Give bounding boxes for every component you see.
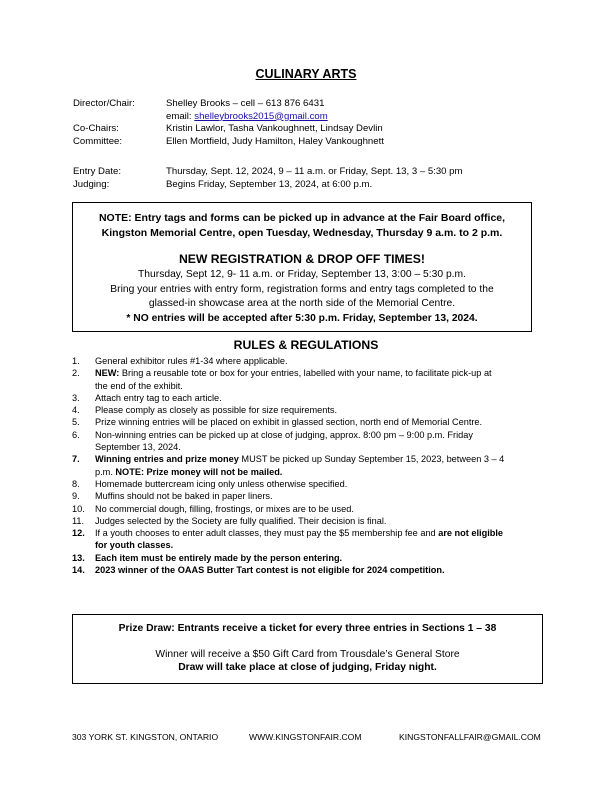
contacts-block (73, 98, 384, 148)
notice-body-line: glassed-in showcase area at the north side of the Memorial Centre. (148, 298, 456, 309)
prize-draw-box (72, 614, 543, 684)
director-label: Director/Chair: (73, 98, 135, 109)
page-title: CULINARY ARTS (255, 67, 357, 81)
prize-draw-time: Draw will take place at close of judging, Friday night. (178, 662, 437, 673)
footer-address: 303 YORK ST. KINGSTON, ONTARIO (72, 732, 219, 742)
pickup-note (73, 211, 531, 240)
rule-item: 9. Muffins should not be baked in paper liners. (72, 491, 273, 502)
email-prefix: email: (166, 110, 195, 122)
notice-heading: NEW REGISTRATION & DROP OFF TIMES! (178, 252, 425, 266)
judging-value: Begins Friday, September 13, 2024, at 6:00 p.m. (166, 178, 373, 190)
rules-heading: RULES & REGULATIONS (233, 338, 379, 352)
director-email-link[interactable]: shelleybrooks2015@gmail.com (194, 110, 328, 122)
cochairs-value: Kristin Lawlor, Tasha Vankoughnett, Lindsay Devlin (166, 123, 383, 135)
footer-email[interactable]: KINGSTONFALLFAIR@GMAIL.COM (399, 732, 541, 742)
committee-value: Ellen Mortfield, Judy Hamilton, Haley Vankoughnett (166, 135, 384, 147)
pickup-note-line: Kingston Memorial Centre, open Tuesday, Wednesday, Thursday 9 a.m. to 2 p.m. (101, 226, 503, 239)
rule-item: 12. If a youth chooses to enter adult classes, they must pay the $5 membership fee and are not eligible for youth classes. (72, 528, 504, 551)
rule-item: 8. Homemade buttercream icing only unless otherwise specified. (72, 478, 348, 489)
rule-item: 5. Prize winning entries will be placed on exhibit in glassed section, north end of Memorial Centre. (72, 417, 483, 428)
rule-item: 13. Each item must be entirely made by the person entering. (72, 552, 343, 563)
notice-body (73, 268, 531, 312)
pickup-note-line: NOTE: Entry tags and forms can be picked up in advance at the Fair Board office, (98, 212, 506, 224)
director-value: Shelley Brooks – cell – 613 876 6431 (166, 98, 325, 109)
dates-block (73, 166, 463, 191)
judging-label: Judging: (73, 178, 110, 190)
cochairs-label: Co-Chairs: (73, 123, 119, 135)
prize-draw-headline: Prize Draw: Entrants receive a ticket for every three entries in Sections 1 – 38 (118, 623, 497, 634)
rule-item: 11. Judges selected by the Society are fully qualified. Their decision is final. (72, 515, 387, 526)
committee-label: Committee: (73, 135, 123, 147)
rule-item: 3. Attach entry tag to each article. (72, 392, 222, 403)
email-line (166, 111, 328, 124)
rules-list (72, 355, 540, 576)
rule-item: 4. Please comply as closely as possible for size requirements. (72, 405, 338, 416)
entry-date-label: Entry Date: (73, 166, 121, 177)
rule-item: 10. No commercial dough, filling, frostings, or mixes are to be used. (72, 503, 354, 514)
rule-item: 2. NEW: Bring a reusable tote or box for your entries, labelled with your name, to facilitate pick-up at the end of the exhibit. (72, 368, 492, 391)
entry-date-value: Thursday, Sept. 12, 2024, 9 – 11 a.m. or Friday, Sept. 13, 3 – 5:30 pm (166, 166, 463, 177)
notice-body-line: Bring your entries with entry form, registration forms and entry tags completed to the (110, 283, 494, 295)
rule-item: 14. 2023 winner of the OAAS Butter Tart contest is not eligible for 2024 competition. (72, 565, 445, 576)
rule-item: 1. General exhibitor rules #1-34 where applicable. (72, 356, 288, 366)
prize-draw-gift: Winner will receive a $50 Gift Card from Trousdale’s General Store (155, 649, 460, 660)
notice-body-line: Thursday, Sept 12, 9- 11 a.m. or Friday, September 13, 3:00 – 5:30 p.m. (138, 269, 466, 280)
registration-notice-box (72, 202, 532, 332)
rule-item: 6. Non-winning entries can be picked up at close of judging, approx. 8:00 pm – 9:00 p.m. Friday September 13, 2024. (72, 429, 473, 453)
footer-website[interactable]: WWW.KINGSTONFAIR.COM (249, 732, 362, 742)
late-entry-warning: * NO entries will be accepted after 5:30 p.m. Friday, September 13, 2024. (126, 312, 478, 324)
rule-item: 7. Winning entries and prize money MUST be picked up Sunday September 15, 2023, between 3 – 4 p.m. NOTE: Prize money will not be mailed. (72, 454, 505, 477)
